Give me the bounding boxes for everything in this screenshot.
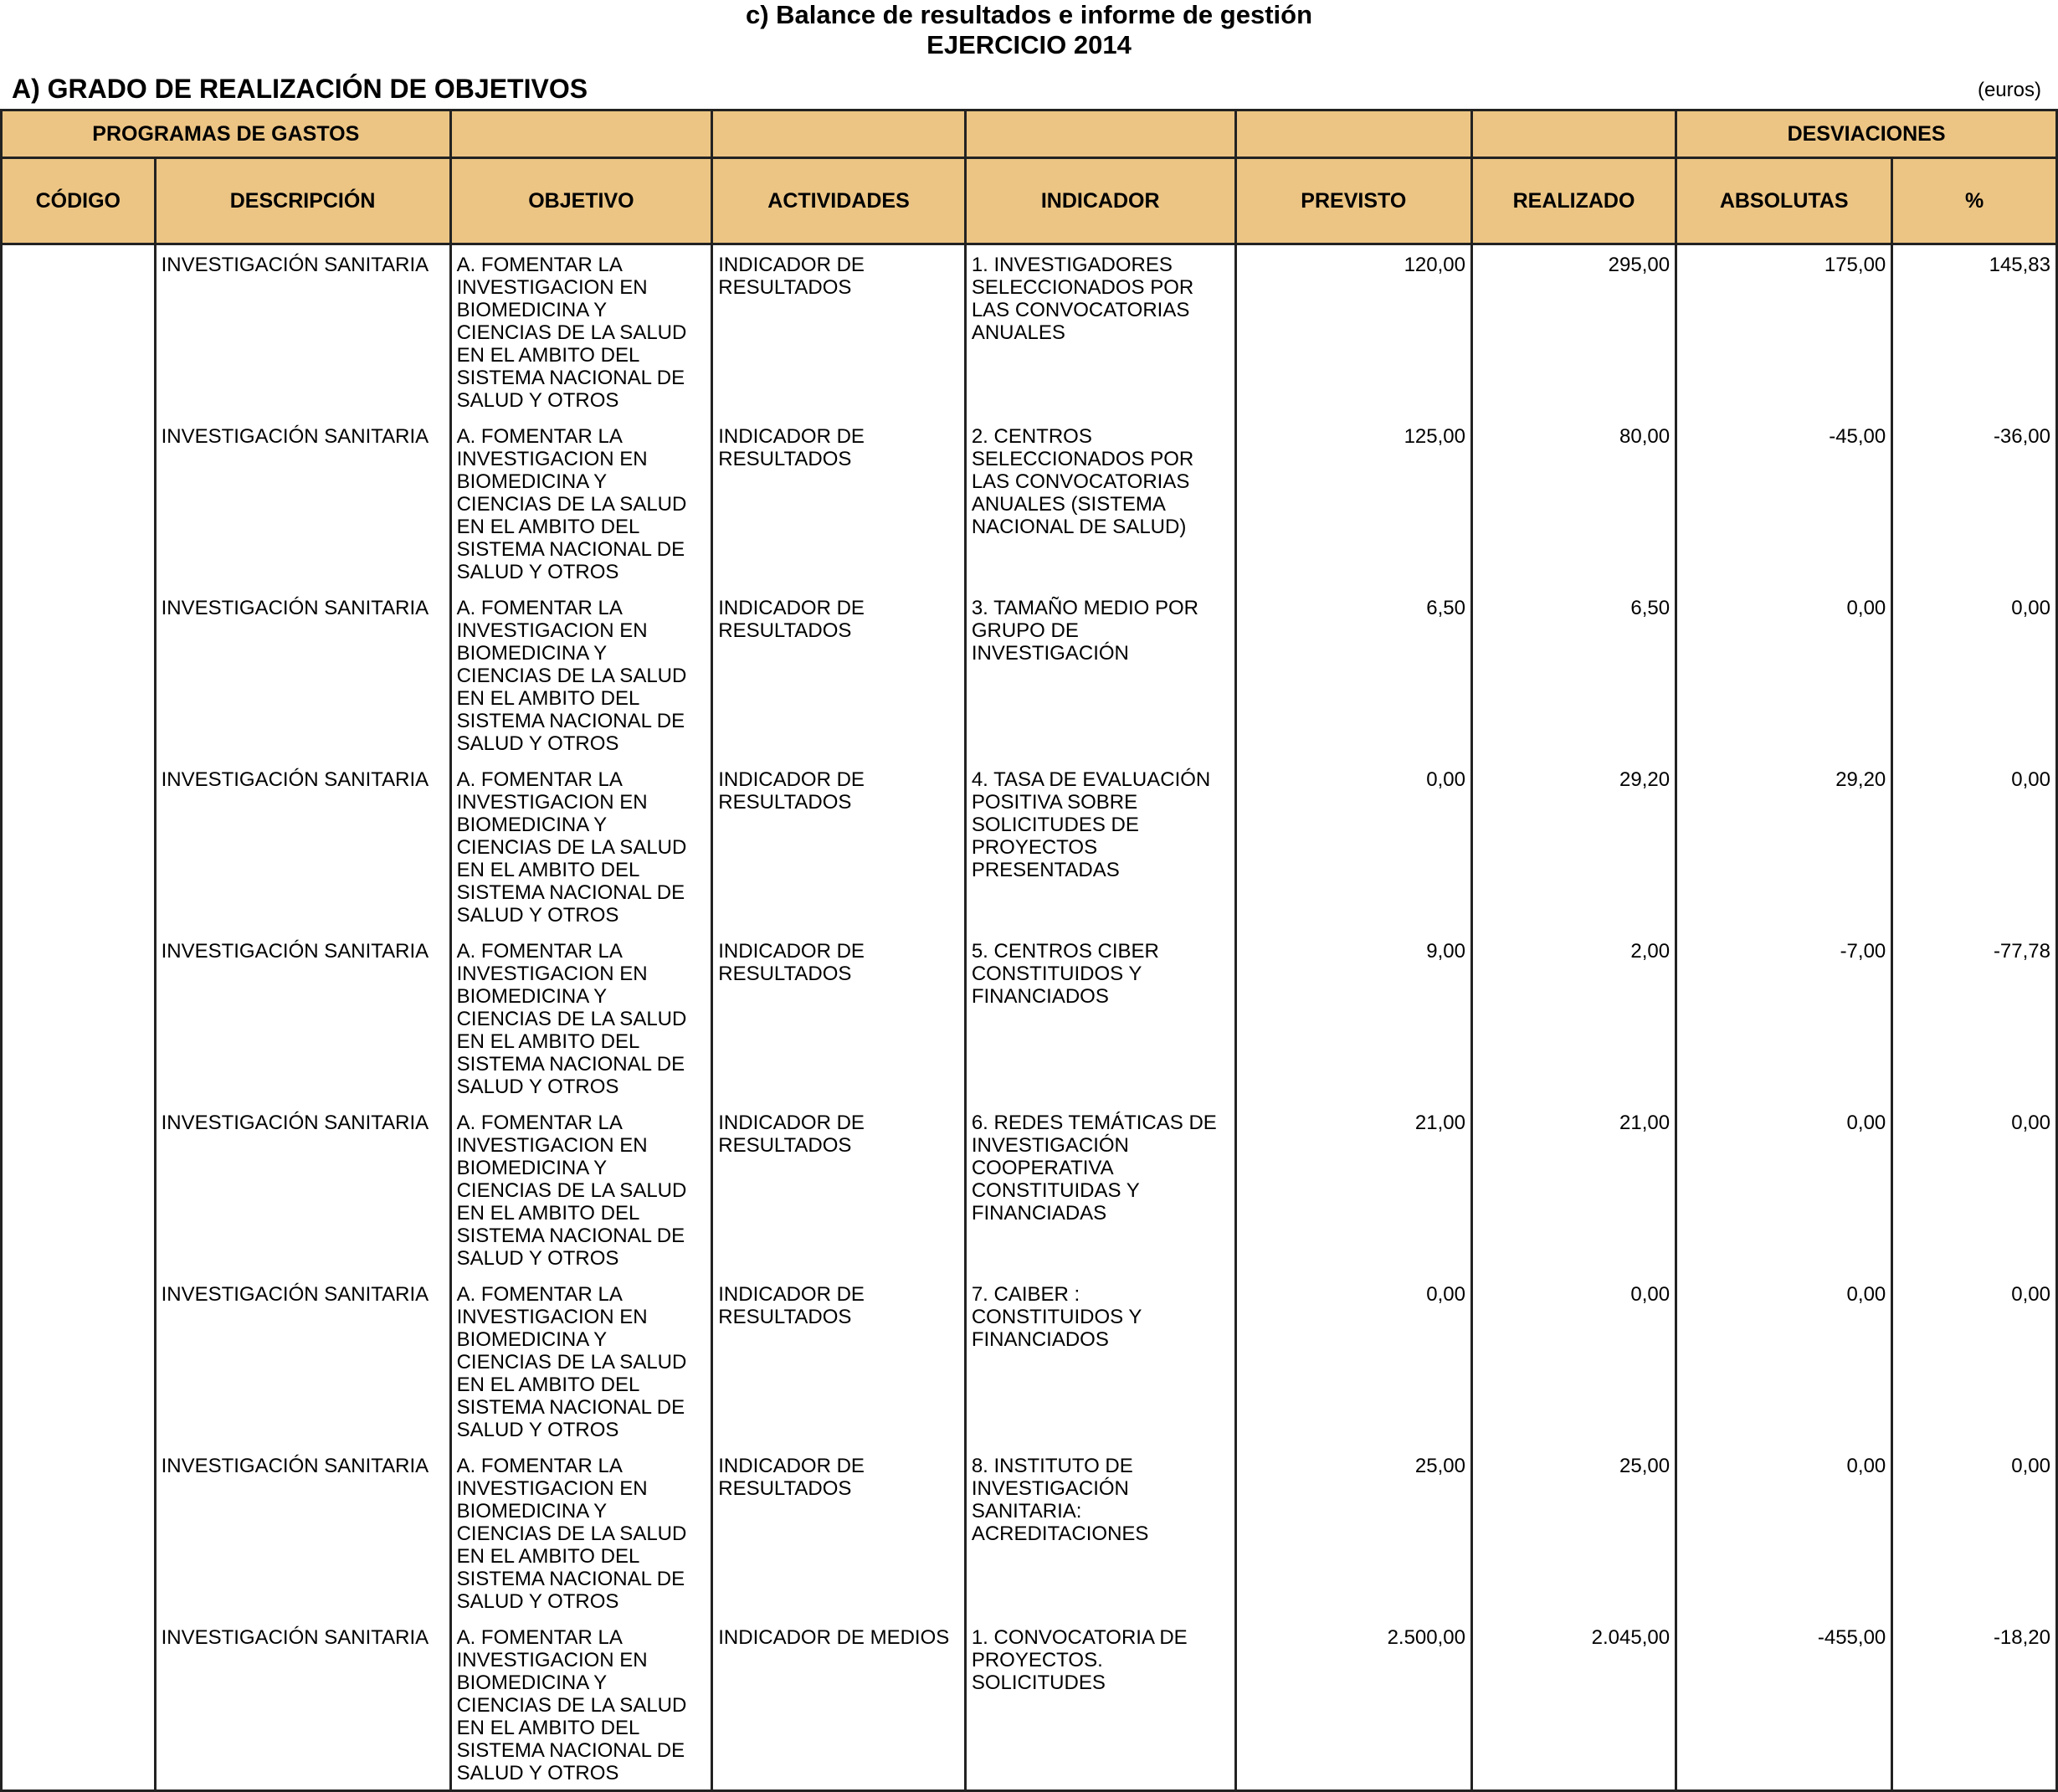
group-header-desviaciones: DESVIACIONES (1676, 110, 2057, 158)
cell-percent: 0,00 (1892, 760, 2057, 932)
column-header-absolutas: ABSOLUTAS (1676, 158, 1892, 244)
cell-indicador: 3. TAMAÑO MEDIO POR GRUPO DE INVESTIGACIÓN (965, 588, 1235, 760)
cell-realizado: 29,20 (1471, 760, 1676, 932)
objectives-table (0, 109, 2058, 1792)
cell-realizado: 2.045,00 (1471, 1618, 1676, 1791)
table-row (2, 1275, 2057, 1446)
cell-objetivo: A. FOMENTAR LA INVESTIGACION EN BIOMEDICINA Y CIENCIAS DE LA SALUD EN EL AMBITO DEL SISTEMA NACIONAL DE SALUD Y OTROS (450, 1618, 712, 1791)
cell-objetivo: A. FOMENTAR LA INVESTIGACION EN BIOMEDICINA Y CIENCIAS DE LA SALUD EN EL AMBITO DEL SISTEMA NACIONAL DE SALUD Y OTROS (450, 244, 712, 418)
cell-actividades: INDICADOR DE RESULTADOS (712, 1446, 966, 1618)
cell-descripcion: INVESTIGACIÓN SANITARIA (155, 1446, 450, 1618)
group-header-programas: PROGRAMAS DE GASTOS (2, 110, 451, 158)
column-header-realizado: REALIZADO (1471, 158, 1676, 244)
title-line-1: c) Balance de resultados e informe de gestión (745, 0, 1313, 29)
cell-objetivo: A. FOMENTAR LA INVESTIGACION EN BIOMEDICINA Y CIENCIAS DE LA SALUD EN EL AMBITO DEL SISTEMA NACIONAL DE SALUD Y OTROS (450, 588, 712, 760)
group-header-row (2, 110, 2057, 158)
group-header-empty (1471, 110, 1676, 158)
cell-indicador: 1. CONVOCATORIA DE PROYECTOS. SOLICITUDES (965, 1618, 1235, 1791)
cell-objetivo: A. FOMENTAR LA INVESTIGACION EN BIOMEDICINA Y CIENCIAS DE LA SALUD EN EL AMBITO DEL SISTEMA NACIONAL DE SALUD Y OTROS (450, 932, 712, 1103)
cell-objetivo: A. FOMENTAR LA INVESTIGACION EN BIOMEDICINA Y CIENCIAS DE LA SALUD EN EL AMBITO DEL SISTEMA NACIONAL DE SALUD Y OTROS (450, 760, 712, 932)
table-row (2, 932, 2057, 1103)
cell-indicador: 2. CENTROS SELECCIONADOS POR LAS CONVOCATORIAS ANUALES (SISTEMA NACIONAL DE SALUD) (965, 417, 1235, 588)
cell-previsto: 9,00 (1235, 932, 1471, 1103)
cell-descripcion: INVESTIGACIÓN SANITARIA (155, 1103, 450, 1275)
column-header-row (2, 158, 2057, 244)
table-row (2, 1103, 2057, 1275)
unit-label: (euros) (1977, 79, 2041, 101)
cell-descripcion: INVESTIGACIÓN SANITARIA (155, 417, 450, 588)
table-row (2, 244, 2057, 418)
cell-absolutas: 0,00 (1676, 1275, 1892, 1446)
cell-indicador: 7. CAIBER : CONSTITUIDOS Y FINANCIADOS (965, 1275, 1235, 1446)
cell-realizado: 0,00 (1471, 1275, 1676, 1446)
title-line-2: EJERCICIO 2014 (926, 30, 1132, 59)
cell-percent: -36,00 (1892, 417, 2057, 588)
cell-codigo (2, 588, 156, 760)
cell-codigo (2, 1103, 156, 1275)
cell-objetivo: A. FOMENTAR LA INVESTIGACION EN BIOMEDICINA Y CIENCIAS DE LA SALUD EN EL AMBITO DEL SISTEMA NACIONAL DE SALUD Y OTROS (450, 1446, 712, 1618)
cell-absolutas: 29,20 (1676, 760, 1892, 932)
table-row (2, 760, 2057, 932)
cell-percent: 0,00 (1892, 1275, 2057, 1446)
group-header-empty (450, 110, 712, 158)
cell-realizado: 6,50 (1471, 588, 1676, 760)
cell-indicador: 4. TASA DE EVALUACIÓN POSITIVA SOBRE SOLICITUDES DE PROYECTOS PRESENTADAS (965, 760, 1235, 932)
cell-percent: 0,00 (1892, 1103, 2057, 1275)
column-header-descripcion: DESCRIPCIÓN (155, 158, 450, 244)
cell-previsto: 21,00 (1235, 1103, 1471, 1275)
cell-indicador: 1. INVESTIGADORES SELECCIONADOS POR LAS CONVOCATORIAS ANUALES (965, 244, 1235, 418)
cell-objetivo: A. FOMENTAR LA INVESTIGACION EN BIOMEDICINA Y CIENCIAS DE LA SALUD EN EL AMBITO DEL SISTEMA NACIONAL DE SALUD Y OTROS (450, 1103, 712, 1275)
cell-indicador: 8. INSTITUTO DE INVESTIGACIÓN SANITARIA: ACREDITACIONES (965, 1446, 1235, 1618)
cell-actividades: INDICADOR DE RESULTADOS (712, 932, 966, 1103)
cell-codigo (2, 417, 156, 588)
cell-actividades: INDICADOR DE RESULTADOS (712, 760, 966, 932)
column-header-percent: % (1892, 158, 2057, 244)
cell-indicador: 5. CENTROS CIBER CONSTITUIDOS Y FINANCIADOS (965, 932, 1235, 1103)
cell-codigo (2, 1618, 156, 1791)
cell-descripcion: INVESTIGACIÓN SANITARIA (155, 1618, 450, 1791)
cell-realizado: 295,00 (1471, 244, 1676, 418)
cell-actividades: INDICADOR DE RESULTADOS (712, 588, 966, 760)
column-header-actividades: ACTIVIDADES (712, 158, 966, 244)
column-header-objetivo: OBJETIVO (450, 158, 712, 244)
group-header-empty (965, 110, 1235, 158)
cell-percent: 145,83 (1892, 244, 2057, 418)
cell-realizado: 80,00 (1471, 417, 1676, 588)
document-title (0, 0, 2058, 60)
cell-absolutas: -45,00 (1676, 417, 1892, 588)
cell-previsto: 0,00 (1235, 1275, 1471, 1446)
cell-descripcion: INVESTIGACIÓN SANITARIA (155, 760, 450, 932)
table-row (2, 417, 2057, 588)
cell-codigo (2, 932, 156, 1103)
cell-absolutas: -7,00 (1676, 932, 1892, 1103)
cell-absolutas: 175,00 (1676, 244, 1892, 418)
cell-codigo (2, 1275, 156, 1446)
group-header-empty (1235, 110, 1471, 158)
cell-percent: -77,78 (1892, 932, 2057, 1103)
cell-percent: 0,00 (1892, 1446, 2057, 1618)
cell-descripcion: INVESTIGACIÓN SANITARIA (155, 932, 450, 1103)
cell-previsto: 6,50 (1235, 588, 1471, 760)
cell-previsto: 2.500,00 (1235, 1618, 1471, 1791)
cell-percent: 0,00 (1892, 588, 2057, 760)
cell-actividades: INDICADOR DE RESULTADOS (712, 244, 966, 418)
cell-realizado: 25,00 (1471, 1446, 1676, 1618)
table-row (2, 1618, 2057, 1791)
cell-absolutas: 0,00 (1676, 1103, 1892, 1275)
table-row (2, 588, 2057, 760)
section-title: A) GRADO DE REALIZACIÓN DE OBJETIVOS (12, 74, 588, 104)
cell-percent: -18,20 (1892, 1618, 2057, 1791)
table-row (2, 1446, 2057, 1618)
column-header-codigo: CÓDIGO (2, 158, 156, 244)
cell-actividades: INDICADOR DE RESULTADOS (712, 1103, 966, 1275)
cell-absolutas: 0,00 (1676, 588, 1892, 760)
cell-realizado: 2,00 (1471, 932, 1676, 1103)
cell-codigo (2, 244, 156, 418)
cell-codigo (2, 1446, 156, 1618)
cell-absolutas: -455,00 (1676, 1618, 1892, 1791)
cell-objetivo: A. FOMENTAR LA INVESTIGACION EN BIOMEDICINA Y CIENCIAS DE LA SALUD EN EL AMBITO DEL SISTEMA NACIONAL DE SALUD Y OTROS (450, 417, 712, 588)
cell-actividades: INDICADOR DE RESULTADOS (712, 417, 966, 588)
cell-absolutas: 0,00 (1676, 1446, 1892, 1618)
cell-previsto: 125,00 (1235, 417, 1471, 588)
cell-realizado: 21,00 (1471, 1103, 1676, 1275)
column-header-indicador: INDICADOR (965, 158, 1235, 244)
group-header-empty (712, 110, 966, 158)
cell-indicador: 6. REDES TEMÁTICAS DE INVESTIGACIÓN COOPERATIVA CONSTITUIDAS Y FINANCIADAS (965, 1103, 1235, 1275)
cell-objetivo: A. FOMENTAR LA INVESTIGACION EN BIOMEDICINA Y CIENCIAS DE LA SALUD EN EL AMBITO DEL SISTEMA NACIONAL DE SALUD Y OTROS (450, 1275, 712, 1446)
cell-actividades: INDICADOR DE MEDIOS (712, 1618, 966, 1791)
cell-descripcion: INVESTIGACIÓN SANITARIA (155, 1275, 450, 1446)
cell-descripcion: INVESTIGACIÓN SANITARIA (155, 244, 450, 418)
cell-previsto: 25,00 (1235, 1446, 1471, 1618)
cell-codigo (2, 760, 156, 932)
cell-previsto: 0,00 (1235, 760, 1471, 932)
cell-actividades: INDICADOR DE RESULTADOS (712, 1275, 966, 1446)
cell-descripcion: INVESTIGACIÓN SANITARIA (155, 588, 450, 760)
cell-previsto: 120,00 (1235, 244, 1471, 418)
column-header-previsto: PREVISTO (1235, 158, 1471, 244)
